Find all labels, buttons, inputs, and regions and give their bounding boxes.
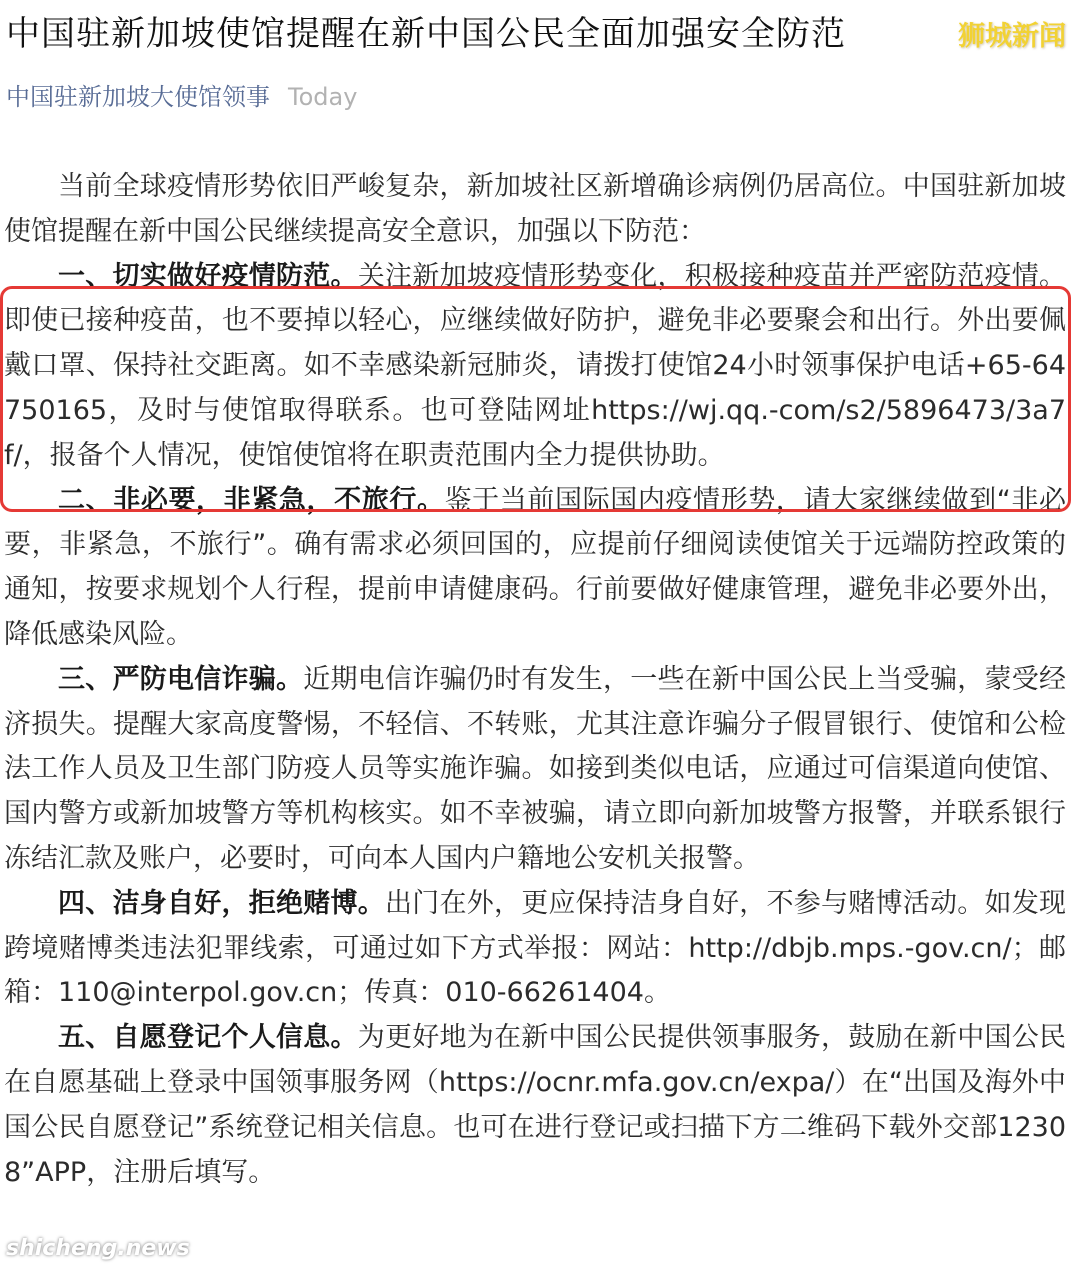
watermark-text: shicheng.news <box>6 1236 190 1261</box>
section-body: 为更好地为在新中国公民提供领事服务，鼓励在新中国公民在自愿基础上登录中国领事服务网（https://ocnr.mfa.gov.cn/expa/）在“出国及海外中国公民自愿登记”系统登记相关信息。也可在进行登记或扫描下方二维码下载外交部12308”APP，注册后填写。 <box>4 1022 1066 1188</box>
section-body: 关注新加坡疫情形势变化，积极接种疫苗并严密防范疫情。即使已接种疫苗，也不要掉以轻心，应继续做好防护，避免非必要聚会和出行。外出要佩戴口罩、保持社交距离。如不幸感染新冠肺炎，请拨打使馆24小时领事保护电话+65-64750165，及时与使馆取得联系。也可登陆网址https://wj.qq.-com/s2/5896473/3a7f/，报备个人情况，使馆使馆将在职责范围内全力提供协助。 <box>4 260 1066 471</box>
section-heading: 三、严防电信诈骗。 <box>58 663 304 695</box>
section-paragraph <box>4 882 1066 1016</box>
article-title: 中国驻新加坡使馆提醒在新中国公民全面加强安全防范 <box>6 14 846 54</box>
section-heading: 二、非必要，非紧急，不旅行。 <box>58 484 445 516</box>
watermark-logo: 狮城新闻 <box>958 21 1066 52</box>
section-paragraph <box>4 658 1066 882</box>
section-heading: 四、洁身自好，拒绝赌博。 <box>58 887 385 919</box>
publish-date: Today <box>288 83 358 111</box>
intro-paragraph: 当前全球疫情形势依旧严峻复杂，新加坡社区新增确诊病例仍居高位。中国驻新加坡使馆提醒在新中国公民继续提高安全意识，加强以下防范： <box>4 171 1066 247</box>
article-meta <box>6 80 357 114</box>
section-heading: 一、切实做好疫情防范。 <box>58 260 358 292</box>
section-body: 鉴于当前国际国内疫情形势，请大家继续做到“非必要，非紧急，不旅行”。确有需求必须回国的，应提前仔细阅读使馆关于远端防控政策的通知，按要求规划个人行程，提前申请健康码。行前要做好健康管理，避免非必要外出，降低感染风险。 <box>4 484 1066 650</box>
section-paragraph <box>4 1016 1066 1195</box>
article-body <box>4 165 1066 1195</box>
section-body: 出门在外，更应保持洁身自好，不参与赌博活动。如发现跨境赌博类违法犯罪线索，可通过如下方式举报：网站：http://dbjb.mps.-gov.cn/；邮箱：110@interpol.gov.cn；传真：010-66261404。 <box>4 887 1066 1009</box>
account-name-link[interactable]: 中国驻新加坡大使馆领事 <box>6 83 270 111</box>
section-paragraph <box>4 479 1066 658</box>
section-body: 近期电信诈骗仍时有发生，一些在新中国公民上当受骗，蒙受经济损失。提醒大家高度警惕，不轻信、不转账，尤其注意诈骗分子假冒银行、使馆和公检法工作人员及卫生部门防疫人员等实施诈骗。如接到类似电话，应通过可信渠道向使馆、国内警方或新加坡警方等机构核实。如不幸被骗，请立即向新加坡警方报警，并联系银行冻结汇款及账户，必要时，可向本人国内户籍地公安机关报警。 <box>4 663 1066 874</box>
section-heading: 五、自愿登记个人信息。 <box>58 1022 358 1054</box>
section-paragraph <box>4 255 1066 479</box>
